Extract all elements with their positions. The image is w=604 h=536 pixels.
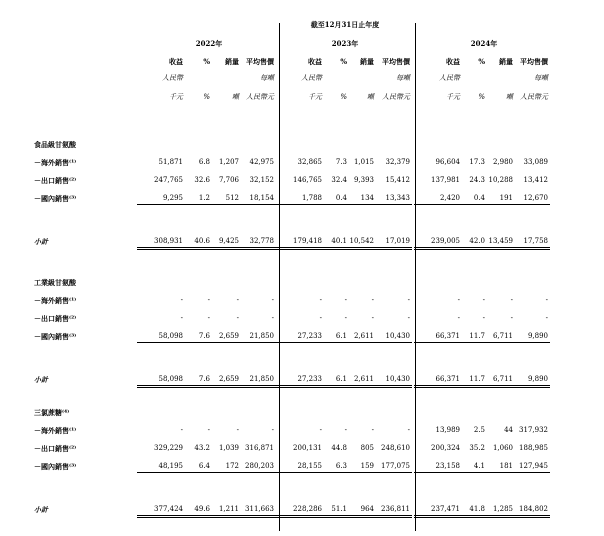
table-cell: 7.3 [335, 158, 347, 166]
table-cell: - [344, 426, 347, 434]
table-cell: 27,233 [297, 332, 322, 340]
table-cell: 146,765 [293, 176, 322, 184]
column-label: 平均售價 [520, 57, 548, 66]
table-cell: - [371, 426, 374, 434]
subtotal-cell: 17,758 [523, 237, 548, 245]
unit-label: 每噸 [396, 74, 410, 82]
table-cell: 247,765 [154, 176, 183, 184]
table-cell: - [407, 314, 410, 322]
unit-label: 噸 [506, 93, 513, 101]
column-label: 平均售價 [246, 57, 274, 66]
table-cell: - [545, 296, 548, 304]
unit-label: 人民幣 [301, 74, 322, 82]
row-label: －國內銷售⁽³⁾ [34, 194, 77, 203]
subtotal-cell: 6,711 [492, 375, 513, 383]
table-cell: 6.8 [198, 158, 210, 166]
table-cell: 9,295 [162, 194, 183, 202]
table-cell: 9,393 [353, 176, 374, 184]
unit-label: 千元 [308, 93, 322, 101]
table-cell: - [236, 296, 239, 304]
unit-label: 千元 [169, 93, 183, 101]
unit-label: 人民幣 [439, 74, 460, 82]
subtotal-underline [228, 247, 276, 248]
subtotal-cell: 11.7 [469, 375, 485, 383]
table-cell: 13,343 [385, 194, 410, 202]
table-cell: - [482, 314, 485, 322]
table-cell: 32.6 [194, 176, 210, 184]
table-cell: 10,430 [385, 332, 410, 340]
table-cell: 18,154 [249, 194, 274, 202]
table-cell: 9,890 [527, 332, 548, 340]
table-cell: 177,075 [381, 462, 410, 470]
subtotal-underline [364, 247, 412, 248]
subtotal-underline [502, 517, 550, 518]
table-cell: - [371, 314, 374, 322]
table-cell: 6.3 [335, 462, 347, 470]
table-cell: 127,945 [519, 462, 548, 470]
table-cell: - [371, 296, 374, 304]
table-cell: 329,229 [154, 444, 183, 452]
table-cell: - [457, 296, 460, 304]
unit-label: 人民幣 [162, 74, 183, 82]
cell-underline [502, 472, 550, 473]
table-cell: 159 [360, 462, 374, 470]
subtotal-underline [364, 515, 412, 516]
table-cell: - [319, 314, 322, 322]
subtotal-underline [364, 387, 412, 388]
subtotal-cell: 32,778 [249, 237, 274, 245]
subtotal-label: 小計 [34, 375, 48, 384]
row-label: －海外銷售⁽¹⁾ [34, 426, 77, 435]
column-label: 收益 [308, 57, 322, 66]
table-cell: - [457, 314, 460, 322]
column-label: 銷量 [499, 57, 513, 66]
table-cell: 7.6 [198, 332, 210, 340]
table-cell: 4.1 [473, 462, 485, 470]
unit-label: 人民幣元 [246, 93, 274, 101]
section-title: 三氯蔗糖⁽⁴⁾ [34, 408, 70, 417]
table-cell: - [271, 296, 274, 304]
subtotal-cell: 228,286 [293, 505, 322, 513]
subtotal-underline [228, 387, 276, 388]
table-cell: 32.4 [331, 176, 347, 184]
table-cell: 24.3 [469, 176, 485, 184]
unit-label: 噸 [367, 93, 374, 101]
table-cell: 1,015 [353, 158, 374, 166]
table-cell: - [407, 426, 410, 434]
table-cell: 43.2 [194, 444, 210, 452]
table-cell: 21,850 [249, 332, 274, 340]
cell-underline [228, 342, 276, 343]
cell-underline [502, 204, 550, 205]
subtotal-underline [502, 249, 550, 250]
cell-underline [364, 472, 412, 473]
unit-label: % [203, 93, 210, 101]
column-label: % [340, 57, 347, 66]
subtotal-cell: 49.6 [194, 505, 210, 513]
unit-label: % [478, 93, 485, 101]
table-cell: 248,610 [381, 444, 410, 452]
table-cell: 2,420 [439, 194, 460, 202]
column-label: 銷量 [360, 57, 374, 66]
table-cell: 512 [225, 194, 239, 202]
table-cell: 0.4 [335, 194, 347, 202]
subtotal-cell: 40.1 [331, 237, 347, 245]
unit-label: 每噸 [260, 74, 274, 82]
column-label: 銷量 [225, 57, 239, 66]
subtotal-underline [228, 249, 276, 250]
table-cell: - [207, 296, 210, 304]
table-cell: 51,871 [158, 158, 183, 166]
subtotal-underline [502, 247, 550, 248]
table-cell: 23,158 [435, 462, 460, 470]
subtotal-cell: 1,211 [218, 505, 239, 513]
subtotal-underline [364, 517, 412, 518]
table-cell: 2,659 [218, 332, 239, 340]
subtotal-cell: 51.1 [331, 505, 347, 513]
table-cell: - [180, 296, 183, 304]
table-cell: 1,788 [301, 194, 322, 202]
subtotal-underline [364, 249, 412, 250]
unit-label: 人民幣元 [520, 93, 548, 101]
table-cell: 58,098 [158, 332, 183, 340]
table-cell: - [482, 296, 485, 304]
subtotal-underline [228, 515, 276, 516]
table-cell: - [344, 314, 347, 322]
table-cell: 191 [499, 194, 513, 202]
table-cell: - [180, 314, 183, 322]
cell-underline [502, 342, 550, 343]
period-header: 截至12月31日止年度 [310, 20, 380, 29]
subtotal-cell: 1,285 [492, 505, 513, 513]
table-cell: - [207, 426, 210, 434]
column-label: % [478, 57, 485, 66]
row-label: －海外銷售⁽¹⁾ [34, 296, 77, 305]
row-label: －海外銷售⁽¹⁾ [34, 158, 77, 167]
subtotal-cell: 41.8 [469, 505, 485, 513]
table-cell: 13,989 [435, 426, 460, 434]
table-cell: 181 [499, 462, 513, 470]
section-title: 工業級甘氨酸 [34, 278, 76, 287]
subtotal-underline [228, 517, 276, 518]
table-cell: 1,207 [218, 158, 239, 166]
table-cell: 44 [504, 426, 513, 434]
subtotal-cell: 2,659 [218, 375, 239, 383]
year-header: 2022年 [195, 39, 223, 48]
table-cell: 32,865 [297, 158, 322, 166]
table-cell: 6.4 [198, 462, 210, 470]
row-label: －出口銷售⁽²⁾ [34, 444, 77, 453]
table-cell: 316,871 [245, 444, 274, 452]
table-cell: 188,985 [519, 444, 548, 452]
cell-underline [228, 204, 276, 205]
table-cell: - [545, 314, 548, 322]
table-cell: - [207, 314, 210, 322]
table-cell: 96,604 [435, 158, 460, 166]
subtotal-cell: 40.6 [194, 237, 210, 245]
table-cell: 33,089 [523, 158, 548, 166]
subtotal-cell: 58,098 [158, 375, 183, 383]
table-cell: 137,981 [431, 176, 460, 184]
subtotal-cell: 964 [360, 505, 374, 513]
subtotal-label: 小計 [34, 237, 48, 246]
table-cell: 32,152 [249, 176, 274, 184]
table-cell: 805 [360, 444, 374, 452]
table-cell: 35.2 [469, 444, 485, 452]
table-cell: - [407, 296, 410, 304]
unit-label: 每噸 [534, 74, 548, 82]
table-cell: - [510, 296, 513, 304]
table-cell: 17.3 [469, 158, 485, 166]
column-label: % [203, 57, 210, 66]
table-cell: - [344, 296, 347, 304]
table-cell: 44.8 [331, 444, 347, 452]
subtotal-cell: 236,811 [381, 505, 410, 513]
subtotal-underline [502, 385, 550, 386]
table-cell: 1,060 [492, 444, 513, 452]
table-cell: 2,980 [492, 158, 513, 166]
row-label: －出口銷售⁽²⁾ [34, 314, 77, 323]
table-cell: 6.1 [335, 332, 347, 340]
section-title: 食品級甘氨酸 [34, 140, 76, 149]
year-header: 2024年 [470, 39, 498, 48]
subtotal-cell: 66,371 [435, 375, 460, 383]
subtotal-label: 小計 [34, 505, 48, 514]
table-cell: 6,711 [492, 332, 513, 340]
table-cell: - [236, 426, 239, 434]
table-cell: - [180, 426, 183, 434]
subtotal-cell: 377,424 [154, 505, 183, 513]
table-cell: 32,379 [385, 158, 410, 166]
table-cell: 1.2 [198, 194, 210, 202]
table-cell: 13,412 [523, 176, 548, 184]
subtotal-cell: 6.1 [335, 375, 347, 383]
table-cell: - [271, 426, 274, 434]
unit-label: 千元 [446, 93, 460, 101]
subtotal-underline [502, 515, 550, 516]
column-label: 收益 [169, 57, 183, 66]
table-cell: 10,288 [488, 176, 513, 184]
table-cell: 11.7 [469, 332, 485, 340]
table-cell: 48,195 [158, 462, 183, 470]
table-cell: - [236, 314, 239, 322]
subtotal-cell: 10,430 [385, 375, 410, 383]
table-cell: 200,131 [293, 444, 322, 452]
subtotal-cell: 184,802 [519, 505, 548, 513]
unit-label: 噸 [232, 93, 239, 101]
table-cell: 317,932 [519, 426, 548, 434]
subtotal-cell: 27,233 [297, 375, 322, 383]
subtotal-cell: 179,418 [293, 237, 322, 245]
cell-underline [364, 342, 412, 343]
cell-underline [228, 472, 276, 473]
subtotal-cell: 21,850 [249, 375, 274, 383]
row-label: －國內銷售⁽³⁾ [34, 462, 77, 471]
subtotal-cell: 2,611 [353, 375, 374, 383]
table-cell: 12,670 [523, 194, 548, 202]
cell-underline [364, 204, 412, 205]
table-cell: 280,203 [245, 462, 274, 470]
subtotal-cell: 10,542 [349, 237, 374, 245]
table-cell: - [319, 426, 322, 434]
table-cell: 200,324 [431, 444, 460, 452]
year-header: 2023年 [331, 39, 359, 48]
unit-label: 人民幣元 [382, 93, 410, 101]
subtotal-cell: 9,425 [218, 237, 239, 245]
table-cell: 15,412 [385, 176, 410, 184]
subtotal-cell: 311,663 [245, 505, 274, 513]
table-cell: 0.4 [473, 194, 485, 202]
subtotal-underline [364, 385, 412, 386]
unit-label: % [340, 93, 347, 101]
table-cell: 66,371 [435, 332, 460, 340]
column-label: 平均售價 [382, 57, 410, 66]
subtotal-cell: 308,931 [154, 237, 183, 245]
subtotal-cell: 237,471 [431, 505, 460, 513]
subtotal-cell: 9,890 [527, 375, 548, 383]
table-cell: 172 [225, 462, 239, 470]
subtotal-cell: 17,019 [385, 237, 410, 245]
subtotal-underline [502, 387, 550, 388]
table-cell: 7,706 [218, 176, 239, 184]
table-cell: - [510, 314, 513, 322]
table-cell: - [271, 314, 274, 322]
column-label: 收益 [446, 57, 460, 66]
subtotal-underline [228, 385, 276, 386]
table-cell: 134 [360, 194, 374, 202]
table-cell: 42,975 [249, 158, 274, 166]
subtotal-cell: 239,005 [431, 237, 460, 245]
table-cell: - [319, 296, 322, 304]
subtotal-cell: 13,459 [488, 237, 513, 245]
subtotal-cell: 42.0 [469, 237, 485, 245]
subtotal-cell: 7.6 [198, 375, 210, 383]
row-label: －出口銷售⁽²⁾ [34, 176, 77, 185]
row-label: －國內銷售⁽³⁾ [34, 332, 77, 341]
table-cell: 2,611 [353, 332, 374, 340]
table-cell: 2.5 [473, 426, 485, 434]
table-cell: 28,155 [297, 462, 322, 470]
table-cell: 1,039 [218, 444, 239, 452]
